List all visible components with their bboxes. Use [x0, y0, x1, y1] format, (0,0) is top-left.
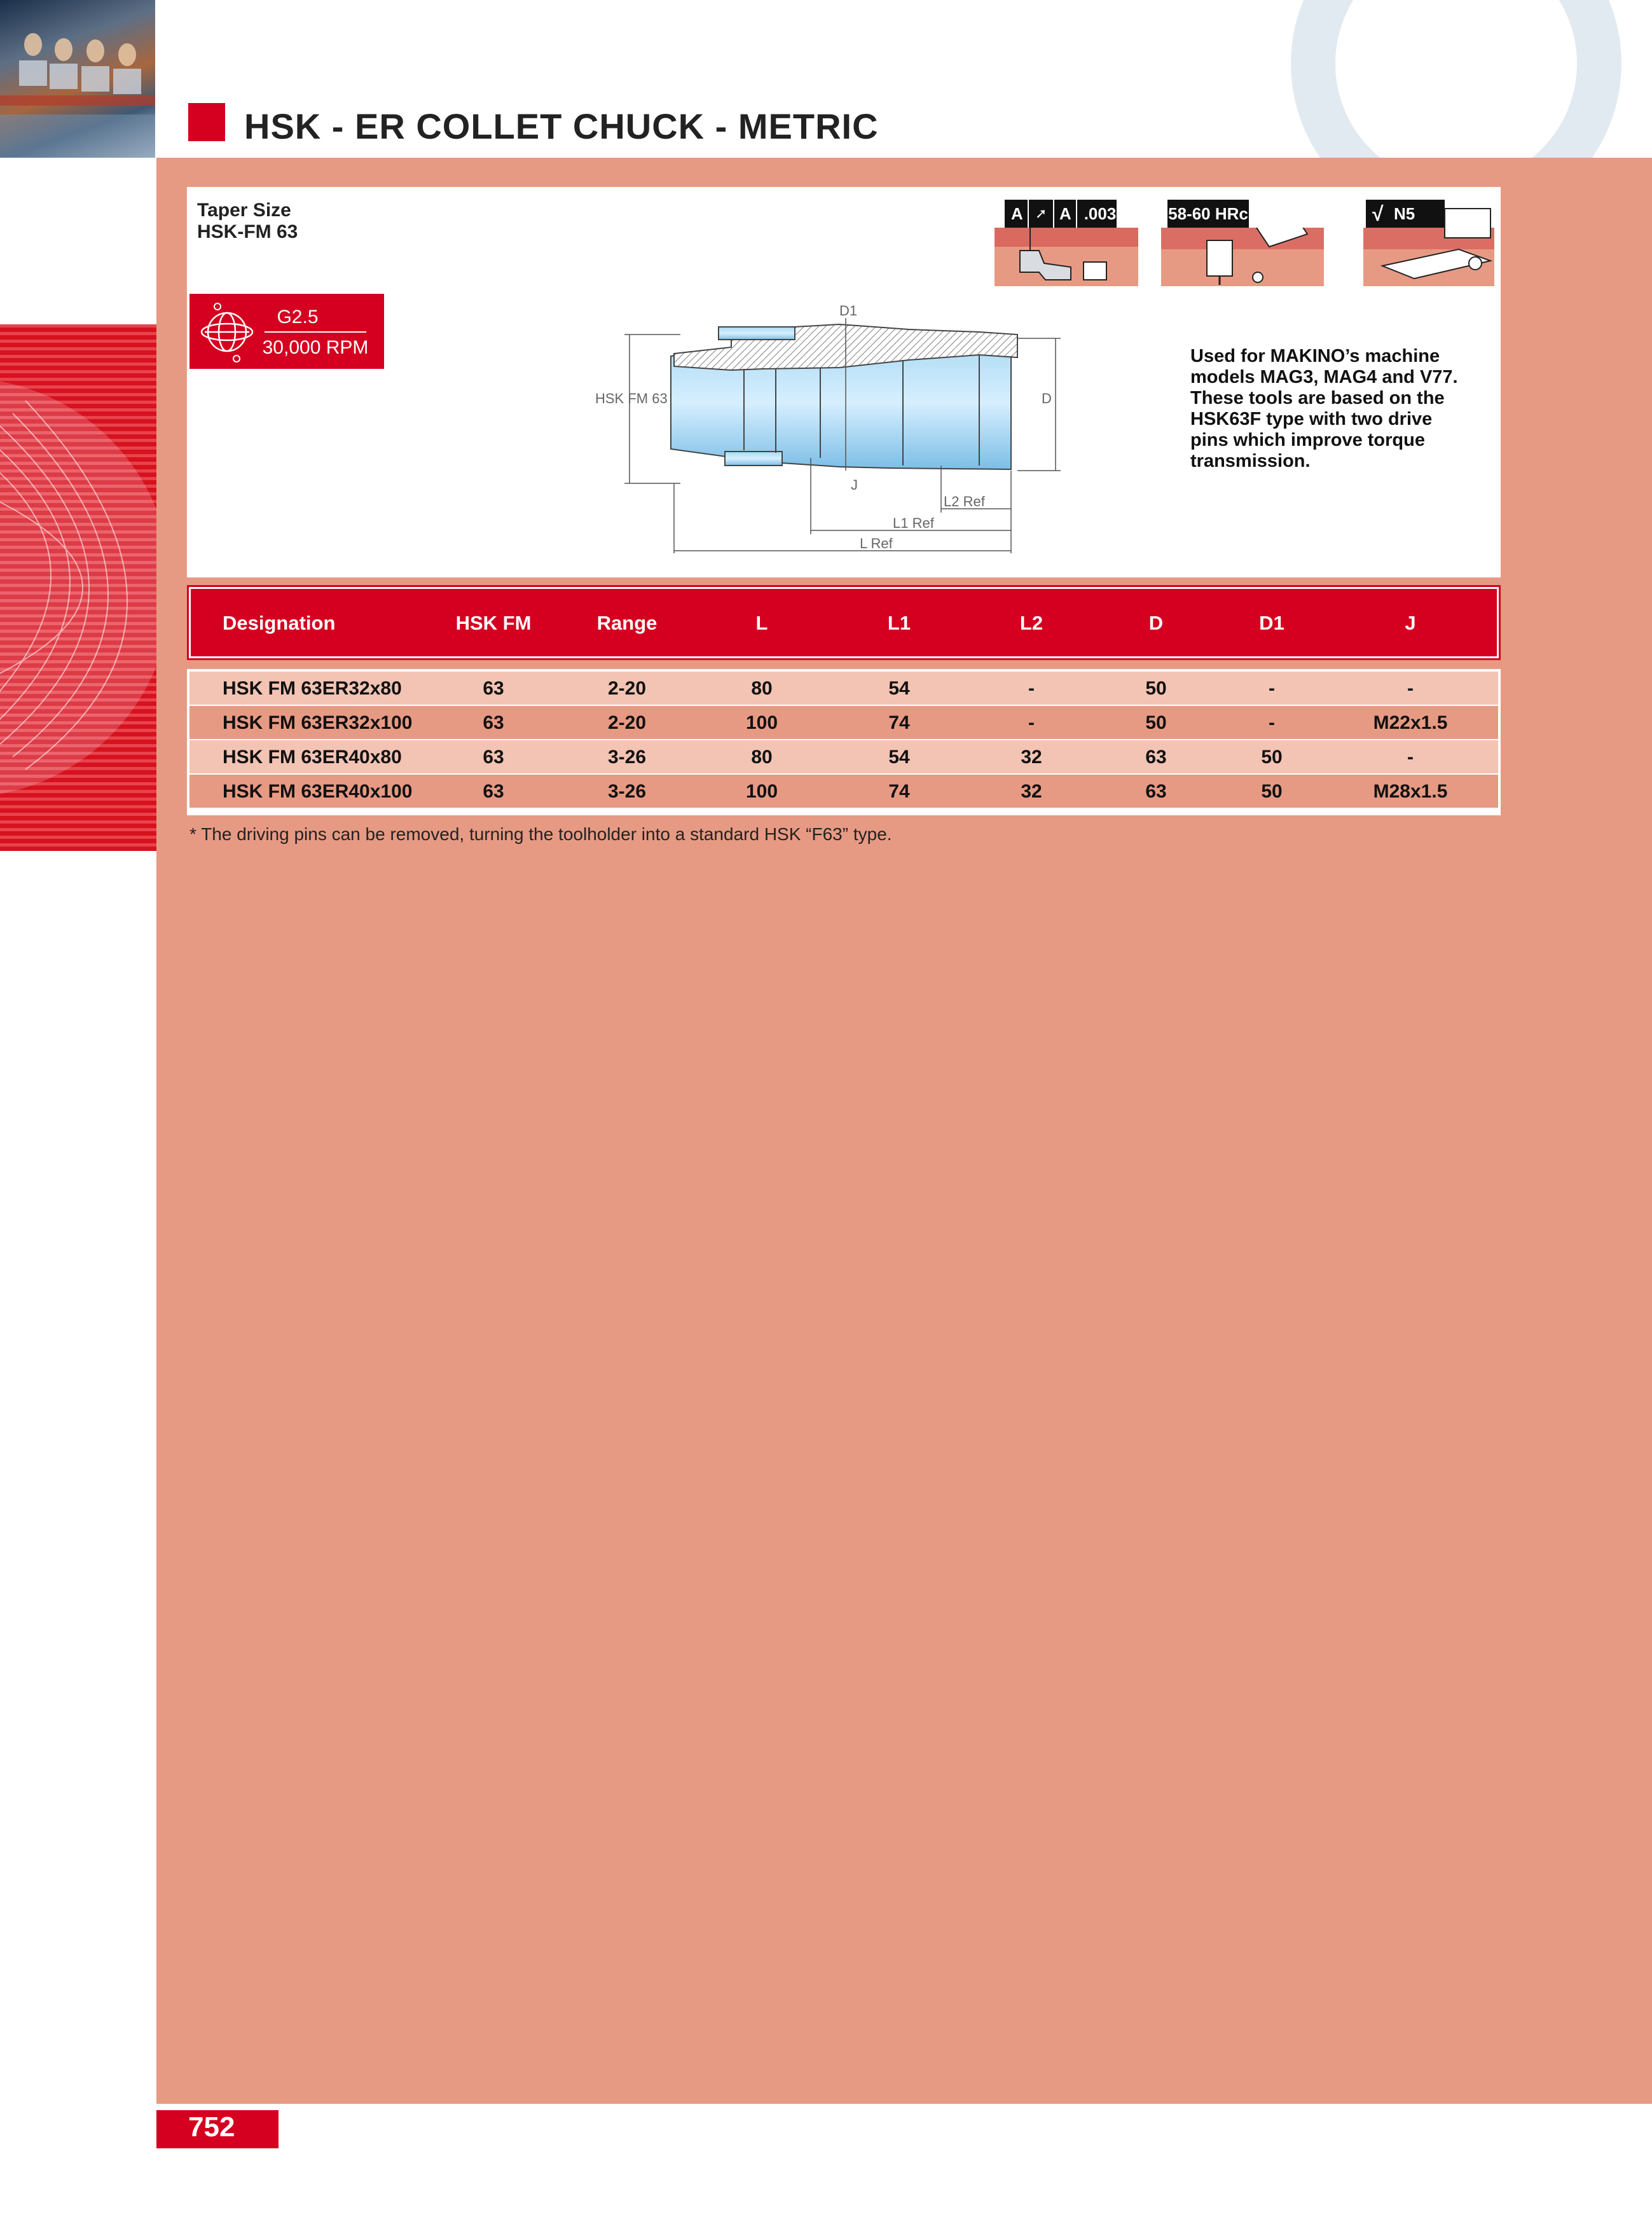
footnote: * The driving pins can be removed, turning the toolholder into a standard HSK “F63” type. — [189, 824, 892, 844]
table-row — [189, 775, 1498, 808]
cell-d: 50 — [1145, 712, 1167, 733]
header-range: Range — [596, 612, 657, 634]
cell-range: 2-20 — [607, 712, 647, 733]
dim-l1: L1 Ref — [893, 515, 934, 531]
cell-l2: 32 — [1021, 781, 1042, 802]
runout-bar — [1005, 200, 1117, 228]
cell-j: M22x1.5 — [1373, 712, 1448, 733]
cell-l: 80 — [751, 678, 773, 699]
decorative-stripes — [0, 324, 156, 851]
cell-l: 80 — [751, 747, 773, 768]
cell-j: - — [1407, 747, 1414, 768]
header-j: J — [1405, 612, 1416, 634]
cell-designation: HSK FM 63ER32x80 — [223, 678, 402, 699]
cell-hsk-fm: 63 — [483, 678, 504, 699]
runout-arrow-icon: ➚ — [1035, 205, 1047, 221]
dim-j: J — [851, 477, 858, 493]
header-l2: L2 — [1019, 612, 1043, 634]
finish-value: N5 — [1394, 204, 1415, 223]
balance-grade: G2.5 — [277, 307, 319, 328]
runout-spec — [995, 200, 1138, 286]
cell-l1: 54 — [888, 678, 910, 699]
dim-taper: HSK FM 63 — [595, 390, 668, 406]
cell-l2: - — [1028, 678, 1035, 699]
table-row — [189, 740, 1498, 773]
balance-globe-icon — [198, 299, 256, 363]
surface-finish-icon: √ — [1372, 202, 1384, 225]
cell-d1: 50 — [1261, 747, 1283, 768]
cell-d: 50 — [1145, 678, 1167, 699]
bar-divider — [1028, 200, 1029, 228]
taper-size-label: Taper Size — [197, 200, 291, 221]
cell-hsk-fm: 63 — [483, 712, 504, 733]
cell-l1: 74 — [888, 781, 910, 802]
dim-d: D — [1042, 390, 1052, 406]
cell-l1: 74 — [888, 712, 910, 733]
cell-designation: HSK FM 63ER32x100 — [223, 712, 413, 733]
taper-size — [197, 200, 298, 243]
cell-range: 3-26 — [607, 747, 647, 768]
max-rpm: 30,000 RPM — [262, 337, 369, 358]
cell-l2: 32 — [1021, 747, 1042, 768]
badge-divider — [265, 331, 366, 333]
table-header — [187, 585, 1501, 660]
bar-divider — [1076, 200, 1077, 228]
collet-chuck-drawing — [572, 299, 1062, 566]
surface-gauge-icon — [1363, 200, 1494, 286]
cell-designation: HSK FM 63ER40x100 — [223, 781, 413, 802]
product-description: Used for MAKINO’s machine models MAG3, MAG4 and V77. These tools are based on the HSK63F type with two drive pins which improve torque transmission. — [1190, 346, 1458, 471]
cell-hsk-fm: 63 — [483, 747, 504, 768]
table-row — [189, 672, 1498, 705]
title-marker — [188, 103, 225, 141]
runout-diagram-icon — [995, 228, 1138, 286]
page-number: 752 — [188, 2111, 235, 2143]
cell-l2: - — [1028, 712, 1035, 733]
hardness-value: 58-60 HRc — [1168, 204, 1248, 223]
cell-hsk-fm: 63 — [483, 781, 504, 802]
cell-d1: 50 — [1261, 781, 1283, 802]
taper-size-value: HSK-FM 63 — [197, 221, 298, 242]
balance-badge — [189, 294, 384, 369]
header-designation: Designation — [223, 612, 336, 634]
table-row — [189, 706, 1498, 739]
hardness-spec — [1161, 200, 1324, 286]
bar-divider — [1053, 200, 1054, 228]
dim-l2: L2 Ref — [944, 494, 985, 509]
cell-j: M28x1.5 — [1373, 781, 1448, 802]
runout-datum-b: A — [1059, 204, 1071, 223]
runout-datum-a: A — [1011, 204, 1023, 223]
header-l: L — [755, 612, 768, 634]
hardness-tester-icon — [1161, 228, 1324, 286]
header-d: D — [1148, 612, 1164, 634]
cell-l: 100 — [745, 781, 778, 802]
cell-d: 63 — [1145, 781, 1167, 802]
cell-d: 63 — [1145, 747, 1167, 768]
cell-range: 3-26 — [607, 781, 647, 802]
cell-l1: 54 — [888, 747, 910, 768]
header-l1: L1 — [887, 612, 911, 634]
cell-l: 100 — [745, 712, 778, 733]
hardness-bar — [1167, 200, 1249, 228]
page-title: HSK - ER COLLET CHUCK - METRIC — [244, 106, 879, 146]
cell-j: - — [1407, 678, 1414, 699]
cell-range: 2-20 — [607, 678, 647, 699]
cell-designation: HSK FM 63ER40x80 — [223, 747, 402, 768]
spec-table — [187, 669, 1501, 815]
rowing-photo — [0, 0, 155, 158]
dim-d1: D1 — [839, 303, 858, 319]
finish-spec — [1363, 200, 1494, 286]
dim-l: L Ref — [860, 535, 893, 551]
runout-value: .003 — [1084, 204, 1117, 223]
header-d1: D1 — [1259, 612, 1284, 634]
cell-d1: - — [1269, 678, 1275, 699]
cell-d1: - — [1269, 712, 1275, 733]
header-hsk-fm: HSK FM — [455, 612, 532, 634]
